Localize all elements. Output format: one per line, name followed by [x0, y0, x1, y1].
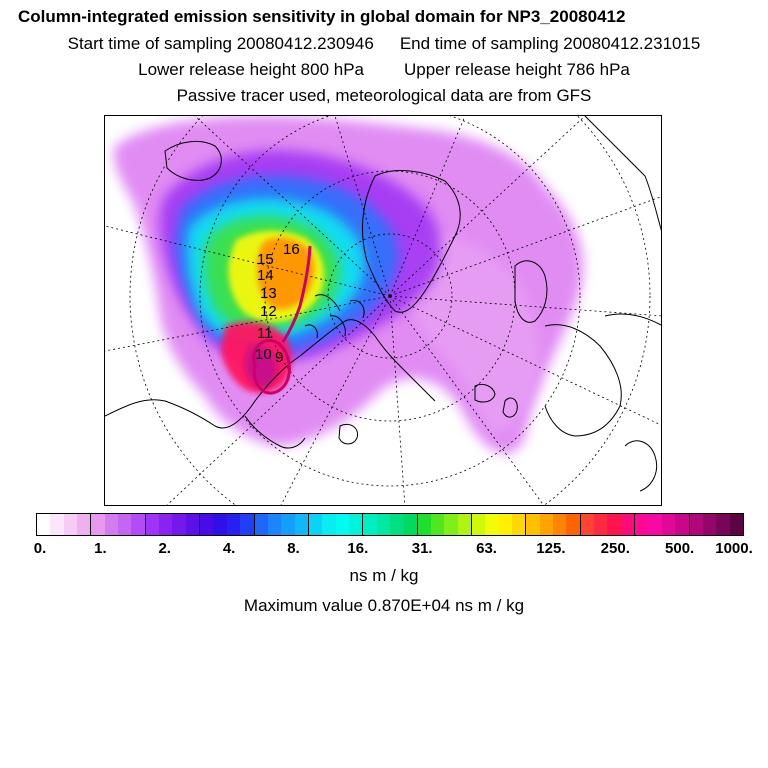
contour-label: 11 [257, 325, 273, 342]
colorbar-tick-label: 1000. [715, 540, 753, 557]
colorbar-cell [403, 514, 416, 535]
colorbar-tick-label: 63. [476, 540, 497, 557]
colorbar-tick-label: 16. [347, 540, 369, 557]
colorbar [36, 513, 744, 536]
colorbar-cell [512, 514, 525, 535]
colorbar-cell [675, 514, 688, 535]
colorbar-cell [580, 514, 594, 535]
colorbar-cell [458, 514, 471, 535]
colorbar-tick-label: 500. [665, 540, 695, 557]
colorbar-cell [227, 514, 240, 535]
colorbar-cell [499, 514, 512, 535]
colorbar-cell [444, 514, 457, 535]
colorbar-tick-label: 8. [287, 540, 300, 557]
colorbar-tick-label: 125. [536, 540, 566, 557]
colorbar-cell [648, 514, 661, 535]
sensitivity-map [104, 115, 662, 506]
colorbar-cell [50, 514, 63, 535]
colorbar-cell [268, 514, 281, 535]
coast-newfoundland [339, 424, 358, 444]
colorbar-cell [716, 514, 729, 535]
sensitivity-field [114, 116, 583, 453]
coast-east-asia [625, 441, 657, 491]
tracer-note: Passive tracer used, meteorological data are from GFS [176, 86, 592, 105]
colorbar-cell [390, 514, 403, 535]
colorbar-cell [131, 514, 144, 535]
sampling-end: End time of sampling 20080412.231015 [399, 34, 701, 53]
colorbar-cell [703, 514, 716, 535]
colorbar-cell [594, 514, 607, 535]
colorbar-cell [525, 514, 539, 535]
colorbar-tick-label: 31. [411, 540, 433, 557]
contour-label: 12 [260, 303, 277, 320]
plot-title: Column-integrated emission sensitivity in global domain for NP3_20080412 [18, 7, 626, 26]
colorbar-cell [540, 514, 553, 535]
colorbar-cell [199, 514, 213, 535]
colorbar-cell [213, 514, 226, 535]
colorbar-cell [689, 514, 703, 535]
colorbar-cell [485, 514, 498, 535]
colorbar-cell [431, 514, 444, 535]
maximum-value: Maximum value 0.870E+04 ns m / kg [243, 596, 525, 615]
colorbar-cell [77, 514, 90, 535]
colorbar-cell [471, 514, 485, 535]
colorbar-cell [634, 514, 648, 535]
contour-label: 16 [283, 241, 300, 258]
colorbar-cell [308, 514, 322, 535]
colorbar-cell [90, 514, 104, 535]
colorbar-tick-label: 2. [158, 540, 171, 557]
colorbar-tick-label: 250. [600, 540, 630, 557]
colorbar-cell [730, 514, 743, 535]
colorbar-tick-label: 4. [222, 540, 236, 557]
colorbar-cell [145, 514, 159, 535]
release-upper: Upper release height 786 hPa [404, 60, 630, 79]
colorbar-cell [281, 514, 294, 535]
colorbar-cell [240, 514, 253, 535]
colorbar-cell [349, 514, 362, 535]
colorbar-tick-label: 1. [94, 540, 107, 557]
map-canvas [105, 116, 662, 506]
colorbar-cell [118, 514, 131, 535]
coast-asia [585, 116, 662, 326]
colorbar-cell [417, 514, 431, 535]
colorbar-cell [159, 514, 172, 535]
release-heights [0, 60, 768, 80]
colorbar-cell [336, 514, 349, 535]
colorbar-cell [362, 514, 376, 535]
colorbar-cell [566, 514, 579, 535]
colorbar-cell [105, 514, 118, 535]
colorbar-cell [607, 514, 620, 535]
colorbar-cell [254, 514, 268, 535]
contour-label: 14 [257, 267, 274, 284]
contour-label: 15 [257, 251, 274, 268]
sampling-start: Start time of sampling 20080412.230946 [67, 34, 374, 53]
colorbar-tick-label: 0. [33, 540, 47, 557]
release-lower: Lower release height 800 hPa [138, 60, 364, 79]
contour-label: 9 [275, 349, 284, 366]
colorbar-cell [295, 514, 308, 535]
colorbar-cell [322, 514, 335, 535]
colorbar-cell [553, 514, 566, 535]
colorbar-cell [172, 514, 185, 535]
contour-label: 13 [260, 285, 277, 302]
colorbar-cell [186, 514, 199, 535]
colorbar-cell [662, 514, 675, 535]
colorbar-units: ns m / kg [349, 566, 419, 585]
contour-label: 10 [255, 346, 272, 363]
sampling-times [0, 34, 768, 54]
colorbar-cell [64, 514, 77, 535]
colorbar-cell [621, 514, 634, 535]
colorbar-cell [37, 514, 50, 535]
colorbar-cell [377, 514, 390, 535]
